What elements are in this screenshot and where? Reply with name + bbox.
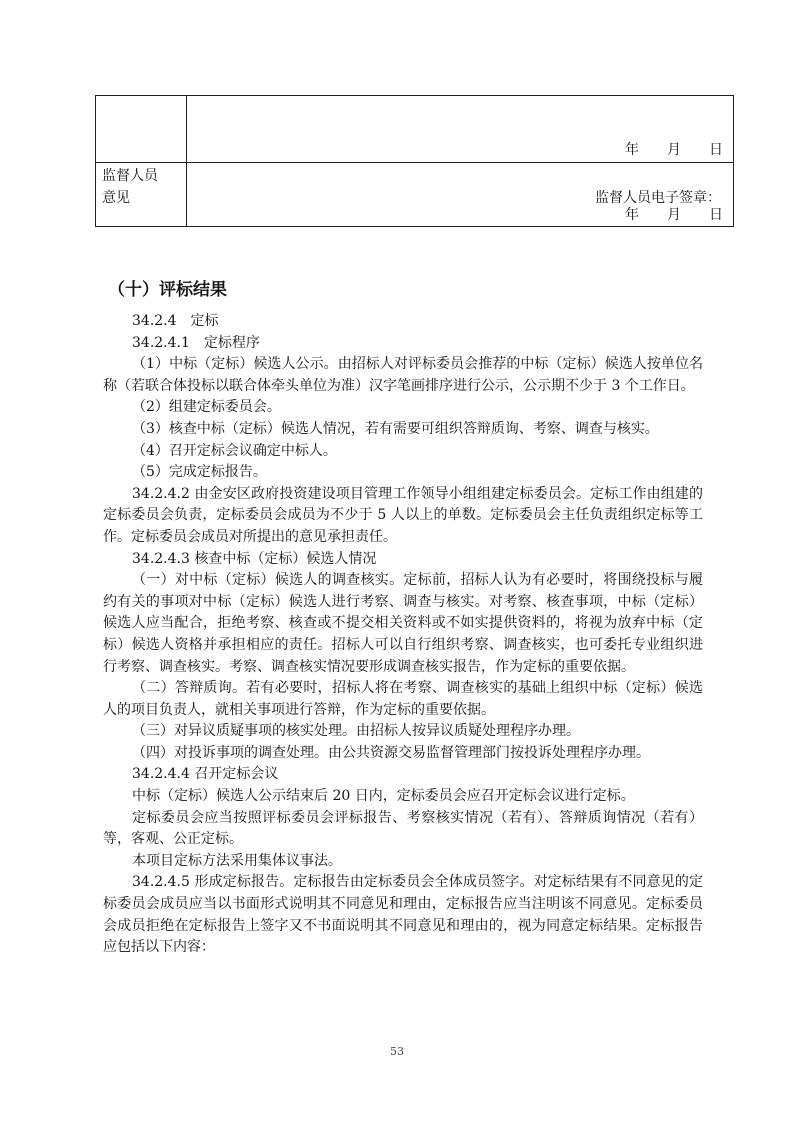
document-body (103, 311, 703, 959)
page-number: 53 (390, 1045, 404, 1058)
paragraph: （4）召开定标会议确定中标人。 (132, 442, 337, 459)
paragraph: 34.2.4.3 核查中标（定标）候选人情况 (132, 550, 377, 567)
table-cell-date (187, 96, 734, 163)
signature-table (95, 95, 734, 227)
paragraph: 中标（定标）候选人公示结束后 20 日内，定标委员会应召开定标会议进行定标。 (132, 788, 635, 805)
supervisor-date-text: 年 月 日 (625, 207, 723, 223)
paragraph: （3）核查中标（定标）候选人情况，若有需要可组织答辩质询、考察、调查与核实。 (132, 420, 659, 437)
paragraph: （一）对中标（定标）候选人的调查核实。定标前，招标人认为有必要时，将围绕投标与履约有关的事项对中标（定标）候选人进行考察、调查与核实。对考察、核查事项，中标（定标）候选人应当配合，拒绝考察、核查或不提交相关资料或不如实提供资料的，将视为放弃中标（定标）候选人资格并承担相应的责任。招标人可以自行组织考察、调查核实，也可委托专业组织进行考察、调查核实。考察、调查核实情况要形成调查核实报告，作为定标的重要依据。 (103, 572, 703, 675)
section-title: （十）评标结果 (108, 280, 227, 300)
paragraph: 34.2.4 定标 (132, 313, 219, 329)
paragraph: （1）中标（定标）候选人公示。由招标人对评标委员会推荐的中标（定标）候选人按单位名称（若联合体投标以联合体牵头单位为准）汉字笔画排序进行公示，公示期不少于 3 个工作日。 (103, 356, 703, 394)
paragraph: （2）组建定标委员会。 (132, 399, 281, 416)
paragraph: 本项目定标方法采用集体议事法。 (132, 852, 342, 869)
table-row (96, 96, 734, 163)
date-text: 年 月 日 (625, 142, 723, 158)
table-cell-empty (96, 96, 187, 163)
supervisor-label-line1: 监督人员 (102, 168, 158, 184)
paragraph: 34.2.4.2 由金安区政府投资建设项目管理工作领导小组组建定标委员会。定标工作由组建的定标委员会负责，定标委员会成员为不少于 5 人以上的单数。定标委员会主任负责组织定标等工作。定标委员会成员对所提出的意见承担责任。 (103, 485, 703, 545)
paragraph: （四）对投诉事项的调查处理。由公共资源交易监督管理部门按投诉处理程序办理。 (132, 744, 650, 761)
paragraph: （二）答辩质询。若有必要时，招标人将在考察、调查核实的基础上组织中标（定标）候选人的项目负责人，就相关事项进行答辩，作为定标的重要依据。 (103, 680, 703, 718)
supervisor-opinion-cell (187, 163, 734, 227)
paragraph: 34.2.4.1 定标程序 (132, 334, 260, 351)
paragraph: 34.2.4.5 形成定标报告。定标报告由定标委员会全体成员签字。对定标结果有不同意见的定标委员会成员应当以书面形式说明其不同意见和理由，定标报告应当注明该不同意见。定标委员会成员拒绝在定标报告上签字又不书面说明其不同意见和理由的，视为同意定标结果。定标报告应包括以下内容： (103, 874, 703, 956)
supervisor-signature-label: 监督人员电子签章： (595, 190, 721, 206)
supervisor-label (96, 163, 187, 227)
supervisor-label-line2: 意见 (102, 190, 130, 206)
paragraph: （5）完成定标报告。 (132, 464, 267, 481)
paragraph: （三）对异议质疑事项的核实处理。由招标人按异议质疑处理程序办理。 (132, 723, 580, 740)
paragraph: 34.2.4.4 召开定标会议 (132, 766, 279, 783)
table-row (96, 163, 734, 227)
paragraph: 定标委员会应当按照评标委员会评标报告、考察核实情况（若有）、答辩质询情况（若有）等，客观、公正定标。 (103, 809, 703, 848)
